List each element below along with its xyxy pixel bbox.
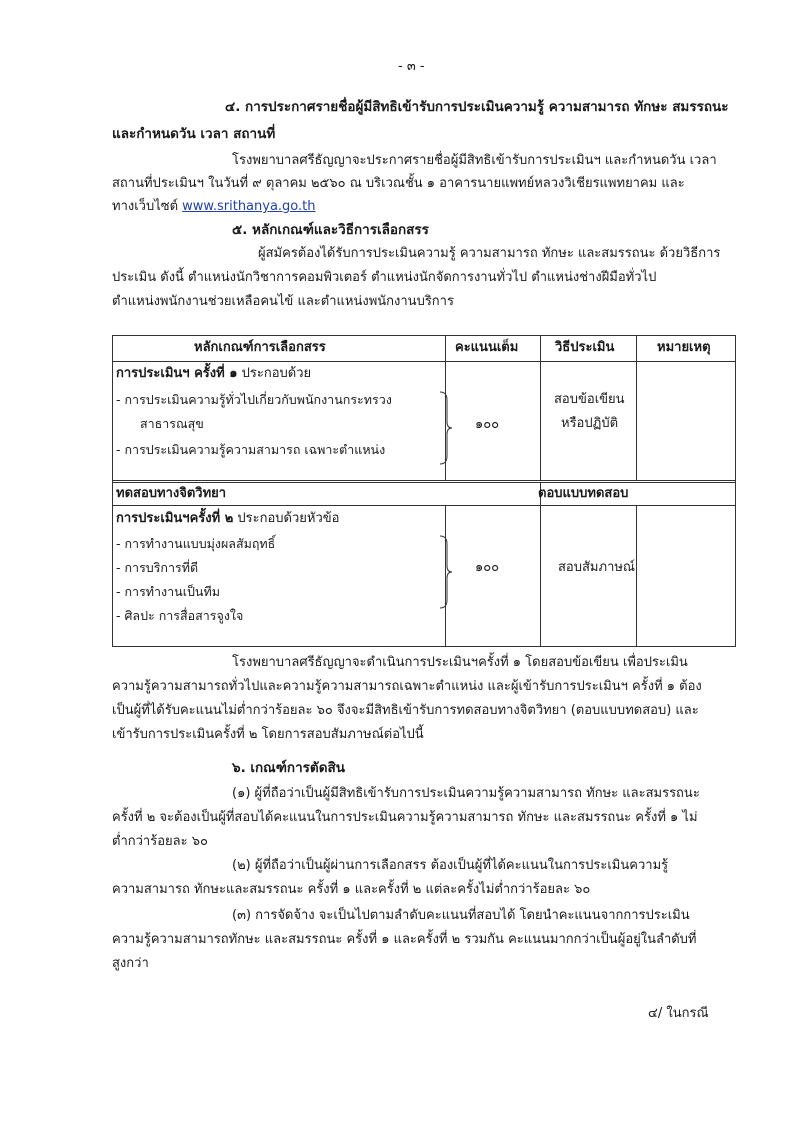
section4-body-line2: สถานที่ประเมินฯ ในวันที่ ๙ ตุลาคม ๒๕๖๐ ณ บริเวณชั้น ๑ อาคารนายแพทย์หลวงวิเชียรแพทยาคม และ bbox=[112, 176, 685, 191]
round2-item: - การบริการที่ดี bbox=[116, 560, 199, 575]
round2-item: - การทำงานแบบมุ่งผลสัมฤทธิ์ bbox=[116, 536, 276, 551]
round2-item: - การทำงานเป็นทีม bbox=[116, 584, 220, 599]
after-table-line1: โรงพยาบาลศรีธัญญาจะดำเนินการประเมินฯครั้งที่ ๑ โดยสอบข้อเขียน เพื่อประเมิน bbox=[232, 655, 688, 670]
section4-title-line2: และกำหนดวัน เวลา สถานที่ bbox=[112, 126, 276, 142]
round1-score: ๑๐๐ bbox=[475, 417, 500, 432]
round1-item2: - การประเมินความรู้ความสามารถ เฉพาะตำแหน่ง bbox=[116, 442, 386, 457]
section4-title-line1: ๔. การประกาศรายชื่อผู้มีสิทธิเข้ารับการประเมินความรู้ ความสามารถ ทักษะ สมรรถนะ bbox=[225, 99, 729, 115]
round1-brace bbox=[438, 390, 454, 466]
round2-method: สอบสัมภาษณ์ bbox=[558, 560, 635, 575]
round1-title-rest: ประกอบด้วย bbox=[237, 366, 312, 381]
header-remark: หมายเหตุ bbox=[657, 340, 711, 355]
round1-title bbox=[116, 363, 311, 385]
round1-item1-line1: - การประเมินความรู้ทั่วไปเกี่ยวกับพนักงานกระทรวง bbox=[116, 392, 392, 407]
website-link[interactable]: www.srithanya.go.th bbox=[182, 199, 316, 214]
header-method: วิธีประเมิน bbox=[555, 340, 615, 355]
section5-body-line1: ผู้สมัครต้องได้รับการประเมินความรู้ ความสามารถ ทักษะ และสมรรถนะ ด้วยวิธีการ bbox=[258, 246, 721, 261]
after-table-line2: ความรู้ความสามารถทั่วไปและความรู้ความสามารถเฉพาะตำแหน่ง และผู้เข้ารับการประเมินฯ ครั้งที่ ๑ ต้อง bbox=[112, 679, 702, 694]
criteria3-line1: (๓) การจัดจ้าง จะเป็นไปตามลำดับคะแนนที่สอบได้ โดยนำคะแนนจากการประเมิน bbox=[232, 908, 690, 923]
section5-body-line3: ตำแหน่งพนักงานช่วยเหลือคนไข้ และตำแหน่งพนักงานบริการ bbox=[112, 294, 454, 309]
round1-method-line1: สอบข้อเขียน bbox=[554, 392, 625, 407]
round1-method-line2: หรือปฏิบัติ bbox=[561, 416, 619, 431]
criteria2-line1: (๒) ผู้ที่ถือว่าเป็นผู้ผ่านการเลือกสรร ต้องเป็นผู้ที่ได้คะแนนในการประเมินความรู้ bbox=[232, 858, 669, 873]
website-prefix: ทางเว็บไซต์ bbox=[112, 199, 179, 214]
round2-title-rest: ประกอบด้วยหัวข้อ bbox=[233, 511, 340, 526]
section5-body-line2: ประเมิน ดังนี้ ตำแหน่งนักวิชาการคอมพิวเตอร์ ตำแหน่งนักจัดการงานทั่วไป ตำแหน่งช่างฝีมือทั่วไป bbox=[112, 270, 657, 285]
criteria2-line2: ความสามารถ ทักษะและสมรรถนะ ครั้งที่ ๑ และครั้งที่ ๒ แต่ละครั้งไม่ต่ำกว่าร้อยละ ๖๐ bbox=[112, 882, 591, 897]
after-table-line4: เข้ารับการประเมินครั้งที่ ๒ โดยการสอบสัมภาษณ์ต่อไปนี้ bbox=[112, 727, 424, 742]
header-full-score: คะแนนเต็ม bbox=[455, 340, 519, 355]
criteria1-line2: ครั้งที่ ๒ จะต้องเป็นผู้ที่สอบได้คะแนนในการประเมินความรู้ความสามารถ ทักษะ และสมรรถนะ ครั้งที่ ๑ ไม่ bbox=[112, 810, 698, 825]
section4-body-line1: โรงพยาบาลศรีธัญญาจะประกาศรายชื่อผู้มีสิทธิเข้ารับการประเมินฯ และกำหนดวัน เวลา bbox=[232, 153, 717, 168]
continuation-note: ๔/ ในกรณี bbox=[648, 1006, 709, 1021]
psych-method: ตอบแบบทดสอบ bbox=[538, 486, 629, 501]
page-number: - ๓ - bbox=[398, 59, 425, 74]
round2-item: - ศิลปะ การสื่อสารจูงใจ bbox=[116, 608, 244, 623]
psych-title: ทดสอบทางจิตวิทยา bbox=[116, 486, 227, 501]
round1-title-bold: การประเมินฯ ครั้งที่ ๑ bbox=[116, 366, 238, 381]
round2-title bbox=[116, 508, 339, 530]
criteria3-line3: สูงกว่า bbox=[112, 956, 149, 971]
round1-item1-line2: สาธารณสุข bbox=[140, 416, 204, 431]
round2-title-bold: การประเมินฯครั้งที่ ๒ bbox=[116, 511, 234, 526]
criteria1-line1: (๑) ผู้ที่ถือว่าเป็นผู้มีสิทธิเข้ารับการประเมินความรู้ความสามารถ ทักษะ และสมรรถนะ bbox=[232, 786, 700, 801]
after-table-line3: เป็นผู้ที่ได้รับคะแนนไม่ต่ำกว่าร้อยละ ๖๐ จึงจะมีสิทธิเข้ารับการทดสอบทางจิตวิทยา (ตอบแบบทดสอบ) และ bbox=[112, 703, 699, 718]
section6-title: ๖. เกณฑ์การตัดสิน bbox=[232, 760, 345, 776]
header-criteria: หลักเกณฑ์การเลือกสรร bbox=[194, 340, 326, 355]
round2-score: ๑๐๐ bbox=[475, 560, 500, 575]
criteria3-line2: ความรู้ความสามารถทักษะ และสมรรถนะ ครั้งที่ ๑ และครั้งที่ ๒ รวมกัน คะแนนมากกว่าเป็นผู้อยู่ในลำดับที่ bbox=[112, 932, 697, 947]
round2-brace bbox=[438, 534, 454, 610]
section4-body-line3 bbox=[112, 196, 316, 218]
criteria1-line3: ต่ำกว่าร้อยละ ๖๐ bbox=[112, 834, 208, 849]
selection-criteria-table bbox=[112, 335, 736, 647]
section5-title: ๕. หลักเกณฑ์และวิธีการเลือกสรร bbox=[232, 222, 429, 238]
